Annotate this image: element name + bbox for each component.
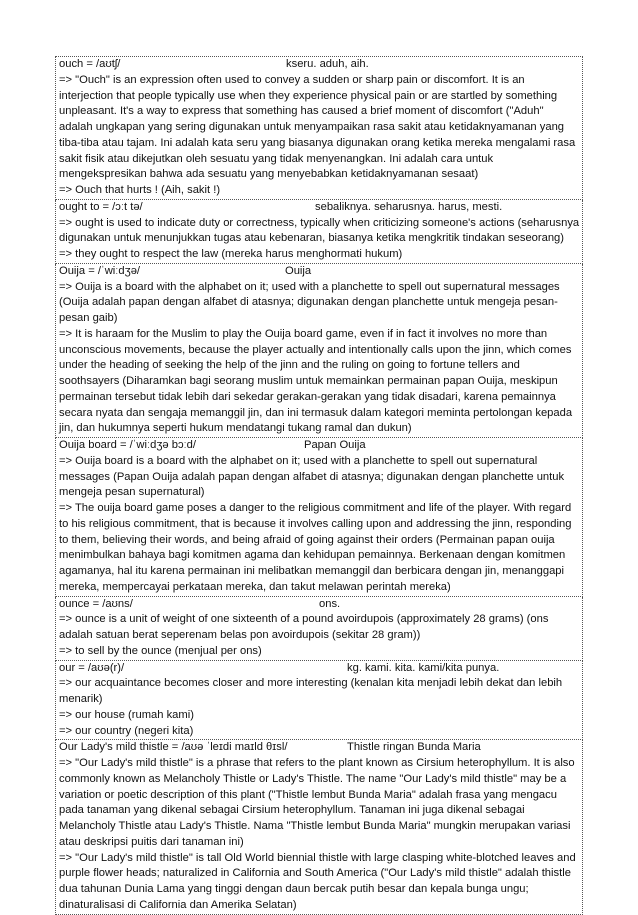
entry-line: => to sell by the ounce (menjual per ons) [59,644,262,657]
entry-our-ladys-mild-thistle [55,740,583,914]
entry-header [59,740,580,756]
entry-term: ounce = /aʊns/ [59,597,133,610]
entry-line: => our country (negeri kita) [59,724,194,737]
entry-line: => ought is used to indicate duty or correctness, typically when criticizing someone's actions (seharusnya digunakan untuk menunjukkan tugas atau kebenaran, biasanya ketika mengkritik tindakan seseorang) [59,216,580,245]
entry-translation: Thistle ringan Bunda Maria [347,741,481,754]
entry-term: ouch = /aʊtʃ/ [59,58,121,70]
entry-ought-to [55,200,583,264]
entry-line: => The ouija board game poses a danger to the religious commitment and life of the player. With regard to his religious commitment, that is because it involves calling upon and addressing the jinn, responding to them, believing their words, and being afraid of going against their orders (Permainan papan ouija menimbulkan bahaya bagi komitmen agama dan kehidupan pemainnya. Berkenaan dengan komitmen agamanya, hal itu karena permainan ini melibatkan memanggil dan berbicara dengan jin, menanggapi mereka, mempercayai perkataan mereka, dan takut melawan perintah mereka) [59,502,572,593]
entry-term: Our Lady's mild thistle = /aʊə ˈleɪdi maɪld θɪsl/ [59,741,288,754]
entry-line: => Ouch that hurts ! (Aih, sakit !) [59,184,221,196]
entry-line: => our house (rumah kami) [59,708,194,721]
entry-translation: kseru. aduh, aih. [286,58,369,70]
entry-translation: ons. [319,597,341,610]
entry-line: => Ouija board is a board with the alphabet on it; used with a planchette to spell out supernatural messages (Papan Ouija adalah papan dengan alfabet di atasnya; digunakan dengan planchette untuk mengeja pesan supernatural) [59,454,565,499]
entry-translation: sebaliknya. seharusnya. harus, mesti. [315,200,503,213]
entry-term: Ouija = /ˈwiːdʒə/ [59,264,141,277]
entry-term: our = /aʊə(r)/ [59,661,125,674]
entry-line: => our acquaintance becomes closer and more interesting (kenalan kita menjadi lebih dekat dan lebih menarik) [59,677,563,705]
entry-line: => ounce is a unit of weight of one sixteenth of a pound avoirdupois (approximately 28 grams) (ons adalah satuan berat seperenam belas pon avoirdupois (sekitar 28 gram)) [59,613,549,641]
entry-line: => "Ouch" is an expression often used to convey a sudden or sharp pain or discomfort. It is an interjection that people typically use when they experience physical pain or are startled by something unpleasant. It's a way to express that something has caused a brief moment of discomfort ("Aduh" adalah ungkapan yang sering digunakan untuk menyampaikan rasa sakit atau ketidaknyamanan yang tiba-tiba atau tajam. Ini adalah kata seru yang biasanya digunakan orang ketika mereka mengalami rasa sakit fisik atau dikejutkan oleh sesuatu yang tidak menyenangkan. Ini adalah cara untuk mengekspresikan bahwa ada sesuatu yang menyebabkan ketidaknyamanan sesaat) [59,73,576,181]
entry-header [59,264,580,280]
entry-term: ought to = /ɔːt tə/ [59,200,143,213]
entry-line: => Ouija is a board with the alphabet on it; used with a planchette to spell out supernatural messages (Ouija adalah papan dengan alfabet di atasnya; digunakan dengan planchette untuk mengeja pesan-pesan gaib) [59,280,560,324]
entry-translation: kg. kami. kita. kami/kita punya. [347,661,500,674]
entry-our [55,661,583,741]
entry-line: => they ought to respect the law (mereka harus menghormati hukum) [59,248,403,260]
entry-header [59,57,580,73]
entry-header [59,200,580,216]
entry-line: => "Our Lady's mild thistle" is tall Old World biennial thistle with large clasping white-blotched leaves and purple flower heads; naturalized in California and South America ("Our Lady's mild thistle" adalah thistle dua tahunan Dunia Lama yang tinggi dengan daun bercak putih besar dan kepala bunga ungu; dinaturalisasi di California dan Amerika Selatan) [59,851,576,911]
entry-ouch [55,56,583,200]
entry-header [59,661,580,677]
entry-ouija [55,264,583,438]
entry-translation: Papan Ouija [304,439,366,451]
entry-header [59,597,580,613]
entry-translation: Ouija [285,264,312,277]
dictionary-page [55,56,583,915]
entry-ouija-board [55,438,583,597]
entry-header [59,438,580,454]
entry-line: => It is haraam for the Muslim to play the Ouija board game, even if in fact it involves no more than unconscious movements, because the player actually and intentionally calls upon the jinn, which comes under the heading of seeking the help of the jinn and the ruling on going to fortune tellers and soothsayers (Diharamkan bagi seorang muslim untuk memainkan permainan papan Ouija, meskipun permainan tersebut tidak lebih dari sekedar gerakan-gerakan yang tidak disadari, karena pemainnya secara nyata dan sengaja memanggil jin, dan ini termasuk dalam kategori meminta pertolongan kepada jin, dan hukumnya seperti hukum mendatangi tukang ramal dan dukun) [59,327,573,435]
entry-ounce [55,597,583,661]
entry-line: => "Our Lady's mild thistle" is a phrase that refers to the plant known as Cirsium heterophyllum. It is also commonly known as Melancholy Thistle or Lady's Thistle. The name "Our Lady's mild thistle" may be a variation or poetic description of this plant ("Thistle lembut Bunda Maria" adalah frasa yang mengacu pada tanaman yang dikenal sebagai Cirsium heterophyllum. Tanaman ini juga dikenal sebagai Melancholy Thistle atau Lady's Thistle. Nama "Thistle lembut Bunda Maria" mungkin merupakan variasi atau deskripsi puitis dari tanaman ini) [59,757,575,848]
entry-term: Ouija board = /ˈwiːdʒə bɔːd/ [59,439,196,451]
